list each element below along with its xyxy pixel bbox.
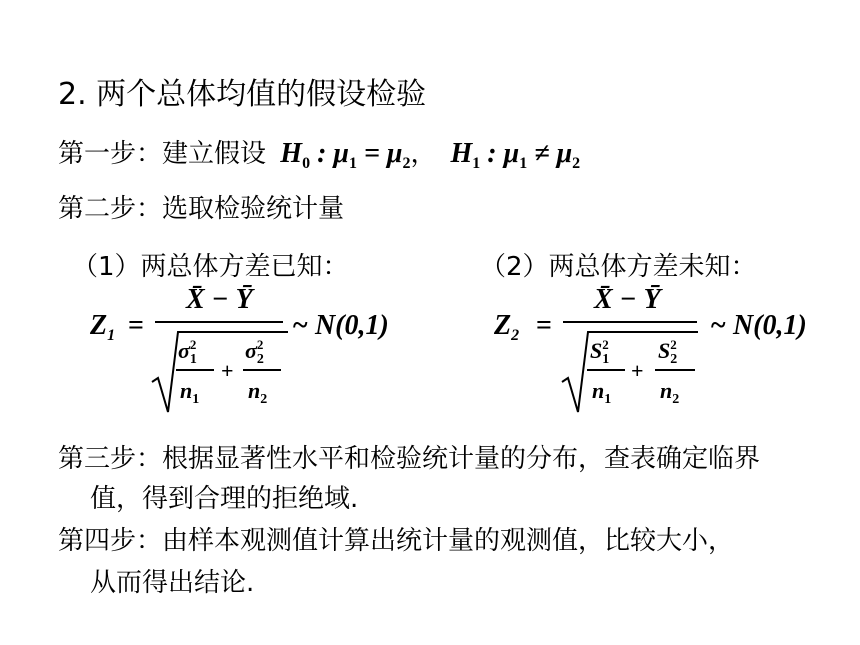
step4-line1: 第四步：由样本观测值计算出统计量的观测值，比较大小， — [58, 526, 735, 556]
z1-sigma1: $\sigma_1^2$ — [178, 337, 197, 367]
z2-equals: = — [536, 310, 552, 341]
z2-n1: $n_1$ — [592, 378, 612, 407]
h1-mu1-sub: 1 — [519, 155, 528, 172]
step3-line1: 第三步：根据显著性水平和检验统计量的分布，查表确定临界 — [58, 444, 761, 474]
separator: ， — [410, 139, 437, 169]
h0-equals: = μ — [356, 138, 403, 169]
h1-not-equal: ≠ μ — [527, 138, 573, 169]
h1-relation: : μ — [480, 138, 520, 169]
step1-line — [58, 140, 580, 172]
case2-heading: （2）两总体方差未知： — [480, 252, 757, 282]
z1-fraction-bar — [155, 321, 283, 323]
z2-s2: $S_2^2$ — [658, 337, 678, 367]
h1-mu2-sub: 2 — [572, 155, 581, 172]
z1-n2: $n_2$ — [248, 378, 268, 407]
h1-symbol: H — [450, 138, 473, 169]
h0-mu2-sub: 2 — [402, 155, 411, 172]
z2-lhs: $Z_2$ — [494, 310, 520, 344]
z2-fraction-bar — [563, 321, 697, 323]
h1-subscript: 1 — [472, 155, 481, 172]
step2-line: 第二步：选取检验统计量 — [58, 194, 345, 224]
z1-plus: + — [221, 358, 234, 383]
section-title: 2. 两个总体均值的假设检验 — [58, 77, 427, 112]
z1-n1: $n_1$ — [180, 378, 200, 407]
z1-distribution: ~ N(0,1) — [292, 310, 389, 341]
z1-equals: = — [128, 310, 144, 341]
z2-plus: + — [631, 358, 644, 383]
z1-sqrt-sign — [150, 330, 290, 416]
z2-frac1-bar — [587, 369, 625, 371]
step3-line2: 值，得到合理的拒绝域. — [90, 484, 359, 514]
z1-frac1-bar — [176, 369, 214, 371]
z2-frac2-bar — [655, 369, 695, 371]
h0-mu1-sub: 1 — [348, 155, 357, 172]
z2-s1: $S_1^2$ — [590, 337, 610, 367]
h0-relation: : μ — [310, 138, 349, 169]
step1-label: 第一步：建立假设 — [58, 139, 267, 169]
step4-line2: 从而得出结论. — [90, 568, 255, 598]
h0-symbol: H — [280, 138, 303, 169]
z1-numerator: X̄ − Ȳ — [186, 284, 253, 315]
h0-subscript: 0 — [302, 155, 311, 172]
z2-distribution: ~ N(0,1) — [710, 310, 807, 341]
z2-n2: $n_2$ — [660, 378, 680, 407]
case1-heading: （1）两总体方差已知： — [72, 252, 349, 282]
z1-frac2-bar — [243, 369, 281, 371]
z1-sigma2: $\sigma_2^2$ — [245, 337, 264, 367]
z2-numerator: X̄ − Ȳ — [594, 284, 661, 315]
z1-lhs: $Z_1$ — [90, 310, 116, 344]
